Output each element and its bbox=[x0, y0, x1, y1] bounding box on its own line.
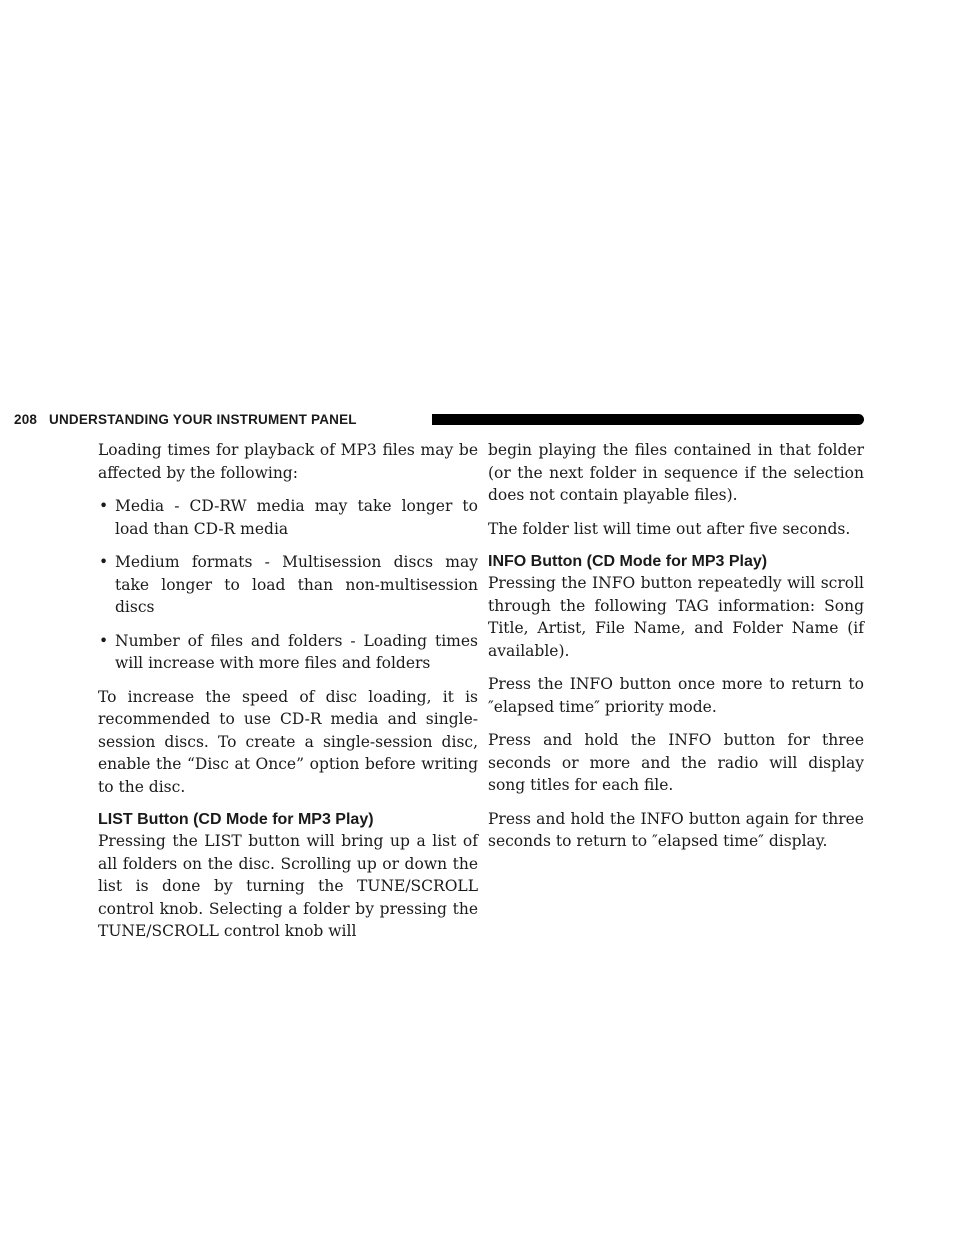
list-button-heading: LIST Button (CD Mode for MP3 Play) bbox=[98, 811, 374, 828]
list-item-text: Number of files and folders - Loading times will increase with more files and folders bbox=[115, 631, 478, 672]
list-item bbox=[98, 551, 478, 619]
section-title: UNDERSTANDING YOUR INSTRUMENT PANEL bbox=[49, 412, 357, 427]
info-button-heading: INFO Button (CD Mode for MP3 Play) bbox=[488, 553, 768, 570]
list-button-paragraph: Pressing the LIST button will bring up a list of all folders on the disc. Scrolling up or down the list is done by turning the TUNE/SCROLL control knob. Selecting a folder by pressing the TUNE/SCROLL control knob will bbox=[98, 832, 478, 940]
right-column bbox=[488, 439, 864, 864]
loading-factors-list bbox=[98, 495, 478, 675]
bullet-icon: • bbox=[99, 631, 109, 650]
list-item bbox=[98, 630, 478, 675]
left-column bbox=[98, 439, 478, 954]
info-paragraph-1: Pressing the INFO button repeatedly will scroll through the following TAG information: Song Title, Artist, File Name, and Folder Name (if available). bbox=[488, 574, 864, 660]
info-paragraph-4: Press and hold the INFO button again for three seconds to return to ″elapsed time″ display. bbox=[488, 809, 864, 850]
timeout-paragraph: The folder list will time out after five seconds. bbox=[488, 519, 851, 538]
bullet-icon: • bbox=[99, 497, 109, 515]
list-item-text: Media - CD-RW media may take longer to load than CD-R media bbox=[115, 497, 478, 538]
list-item bbox=[98, 495, 478, 540]
list-item-text: Medium formats - Multisession discs may take longer to load than non-multisession discs bbox=[115, 553, 478, 616]
info-paragraph-3: Press and hold the INFO button for three seconds or more and the radio will display song titles for each file. bbox=[488, 731, 864, 794]
page-number: 208 bbox=[14, 412, 38, 427]
page-header bbox=[14, 409, 864, 431]
intro-paragraph: Loading times for playback of MP3 files may be affected by the following: bbox=[98, 441, 478, 482]
header-rule-bar bbox=[432, 414, 864, 425]
continued-paragraph: begin playing the files contained in that folder (or the next folder in sequence if the selection does not contain playable files). bbox=[488, 441, 864, 504]
disc-loading-paragraph: To increase the speed of disc loading, it is recommended to use CD-R media and single-session discs. To create a single-session disc, enable the “Disc at Once” option before writing to the disc. bbox=[98, 687, 478, 796]
info-paragraph-2: Press the INFO button once more to return to ″elapsed time″ priority mode. bbox=[488, 675, 864, 716]
bullet-icon: • bbox=[99, 553, 109, 571]
